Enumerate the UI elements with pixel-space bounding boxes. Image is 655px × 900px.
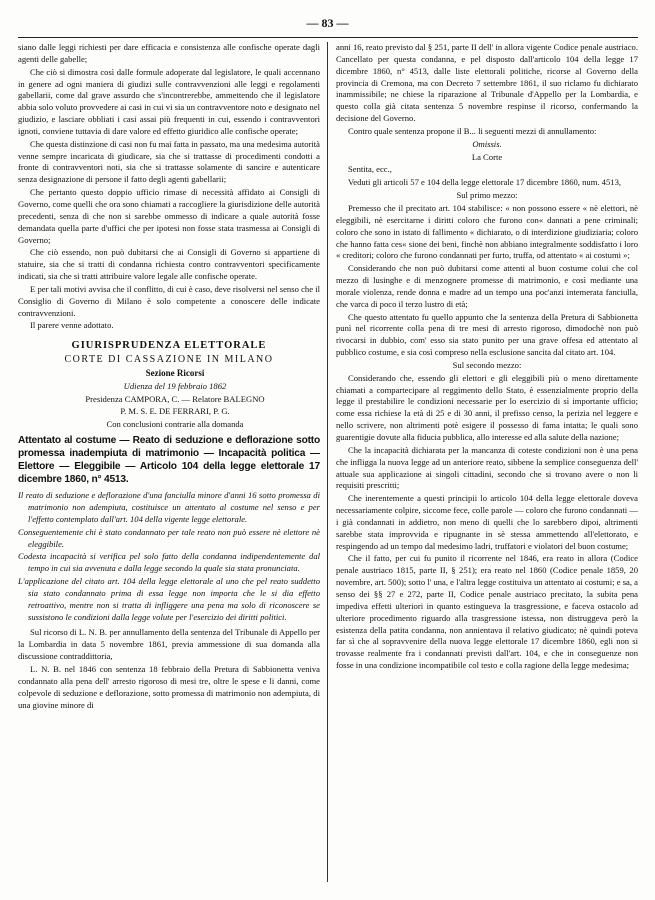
omissis: Omissis. [472, 138, 502, 149]
maxim: L'applicazione del citato art. 104 della legge elettorale al uno che pel reato suddetto sia stato condannato prima di essa legge non importa che le si dia effetto retroattivo, mentre non si tratta di infliggere una pena ma solo di riconoscere se sussistono le condizioni dalla legge volute per l'esercizio dei diritti politici. [18, 576, 320, 622]
paragraph: Considerando che non può dubitarsi come attenti al buon costume colui che col mezzo di lusinghe e di menzognere promesse di matrimonio, e così mediante una morale violenza, rende donna e madre ad un tempo una poc'anzi intemerata fanciulla, che varca di poco il terzo lustro di età; [336, 263, 638, 309]
hearing-date: Udienza del 19 febbraio 1862 [123, 380, 227, 391]
column-divider [327, 42, 328, 882]
paragraph: Che ciò si dimostra così dalle formule adoperate dal legislatore, le quali accennano in genere ad ogni maniera di giudizi sulle contravvenzioni alle leggi e regolamenti gabellarii, come dal grave assurdo che s'incontrerebbe, ammettendo che il legislatore abbia solo voluto provvedere ai casi in cui vi sia un contravventore noto e designato nel giudizio, e lasciare obbliati i casi assai più frequenti in cui, essendo i contravventori ignoti, conviene tuttavia di dare valore ed effetto giuridico alle confische operate; [18, 66, 320, 136]
paragraph: Che il fatto, per cui fu punito il ricorrente nel 1846, era reato in allora (Codice penale austriaco 1815, parte II, § 251); era reato nel 1860 (Codice penale 1859, 20 novembre, art. 500); sotto l' una, e l'altra legge costituiva un attentato ai costumi; e sa, a senso dei §§ 27 e 272, parte II, Codice penale austriaco precitato, la subita pena impediva effetti ulteriori in quanto estingueva la trasgressione, e faceva ostacolo ad ulteriore procedimento riguardo alla trasgressione istessa, non distruggeva però la esistenza della patita condanna, non annientava il relativo giudicato; nè quindi poteva far sì che al sopravvenire della nuova legge elettorale 17 dicembre 1860, egli non si trovasse realmente fra i condannati previsti dall'art. 104, e che in conseguenze non fosse in una condizione incompatibile col testo e colla ragione della legge medesima; [336, 553, 638, 671]
paragraph: Che la incapacità dichiarata per la mancanza di coteste condizioni non è una pena che infligga la nuova legge ad un anteriore reato, sibbene la semplice conseguenza dell' attuale sua applicazione ai singoli cittadini, secondo che si trovano avere o non li requisiti prescritti; [336, 444, 638, 491]
paragraph: Considerando che, essendo gli elettori e gli eleggibili più o meno direttamente chiamati a compartecipare al reggimento dello Stato, è essenzialmente proprio della legge il prestabilire le condizioni necessarie per lo esercizio di sì importante ufficio; come essa richiese la età di 25 e di 30 anni, il prefisso censo, la perizia nel leggere e nello scrivere, non altrimenti potè esigere il possesso di fama intatta; le quali sono guarentigie dovute alla fiducia pubblica, allo interesse ed alla salute della nazione; [336, 372, 638, 442]
page-number: — 83 — [306, 16, 349, 30]
paragraph: Che pertanto questo doppio ufficio rimase di necessità affidato ai Consigli di Governo, come quelli che ora sono chiamati a raccogliere la giurisdizione delle autorità precedenti, senza di che non si sarebbe ommesso di indicare a quale autorità fosse demandata quella parte d'uffici che per ipotesi non fosse stata trasmessa ai Consigli di Governo; [18, 187, 320, 245]
presidency: Presidenza CAMPORA, C. — Relatore BALEGNO [85, 393, 265, 404]
paragraph: L. N. B. nel 1846 con sentenza 18 febbraio della Pretura di Sabbionetta veniva condannato alla pena dell' arresto rigoroso di mesi tre, oltre le spese e li danni, come colpevole di seduzione e deflorazione, sotto promessa di matrimonio non adempiuta, di una giovine minore di [18, 663, 320, 710]
court-label: La Corte [471, 151, 503, 162]
header-rule [18, 37, 638, 38]
right-column [336, 42, 638, 892]
left-column [18, 42, 320, 892]
ground-heading: Sul secondo mezzo: [452, 359, 522, 370]
paragraph: Il parere venne adottato. [30, 320, 114, 331]
paragraph: siano dalle leggi richiesti per dare efficacia e consistenza alle confische operate dagli agenti delle gabelle; [18, 42, 320, 64]
paragraph: Sul ricorso di L. N. B. per annullamento della sentenza del Tribunale di Appello per la Lombardia in data 5 novembre 1861, previa ammessione di sua domanda alla discussione contraddittoria, [18, 627, 320, 662]
maxim: Codesta incapacità si verifica pel solo fatto della condanna indipendentemente dal tempo in cui sia avvenuta e dalla legge secondo la quale sia stata pronunciata. [18, 551, 320, 574]
paragraph: Che questo attentato fu quello appunto che la sentenza della Pretura di Sabbionetta punì nel ricorrente colla pena di tre mesi di arresto rigoroso, dimodochè non può rivocarsi in dubbio, com' esso sia stato punito per una grave offesa ed attentato al pubblico costume, e sia così compreso nella esclusione sancita dal citato art. 104. [336, 311, 638, 358]
paragraph: Che ciò essendo, non può dubitarsi che ai Consigli di Governo si appartiene di statuire, sia che si tratti di condanna richiesta contro contravventori specificamente indicati, sia che si tratti attribuire valore legale alle confische operate. [18, 247, 320, 282]
case-title: Attentato al costume — Reato di seduzione e deflorazione sotto promessa inadempiuta di matrimonio — Incapacità politica — Elettore — Eleggibile — Articolo 104 della legge elettorale 17 dicembre 1860, n° 4513. [18, 435, 320, 486]
paragraph: Veduti gli articoli 57 e 104 della legge elettorale 17 dicembre 1860, num. 4513, [348, 177, 622, 188]
maxim: Conseguentemente chi è stato condannato per tale reato non può essere nè elettore nè eleggibile. [18, 526, 320, 549]
paragraph: Premesso che il precitato art. 104 stabilisce: « non possono essere « nè elettori, nè eleggibili, nè esercitarne i diritti coloro che furono con« dannati a pene criminali; coloro che sono in istato di fallimento « dichiarato, o di interdizione giudiziaria; coloro che hanno fatta ces« sione dei beni, finchè non abbiano integralmente soddisfatto i loro « creditori; coloro che furono condannati per furto, truffa, od attentato « ai costumi »; [336, 202, 638, 261]
paragraph: Che questa distinzione di casi non fu mai fatta in passato, ma una medesima autorità venne sempre incaricata di giudicare, sia che si trattasse di procedimenti condotti a fronte di contravventori noti, sia che si trattasse solamente di sancire e autenticare senza designazione di persone il fatto degli agenti gabellarii; [18, 138, 320, 185]
ground-heading: Sul primo mezzo: [456, 190, 518, 201]
paragraph: Sentita, ecc., [348, 164, 392, 175]
maxim: Il reato di seduzione e deflorazione d'una fanciulla minore d'anni 16 sotto promessa di matrimonio non adempiuta, costituisce un attentato al costume nel senso e per l'effetto contemplato dall'art. 104 della vigente legge elettorale. [18, 490, 320, 524]
court-heading: CORTE DI CASSAZIONE IN MILANO [64, 354, 274, 366]
paragraph: Che inerentemente a questi principii lo articolo 104 della legge elettorale doveva necessariamente colpire, siccome fece, colle parole — coloro che furono condannati — i già condannati in addietro, non meno di quelli che lo sarebbero dipoi, altrimenti sarebbe stata improvvida e ripugnante in sè stessa ammettendo all'elettorato, e respingendo ad un tempo dal medesimo ladri, truffatori e violatori del buon costume; [336, 493, 638, 551]
section-subtitle: Sezione Ricorsi [145, 367, 205, 378]
section-heading: GIURISPRUDENZA ELETTORALE [71, 340, 267, 352]
conclusions: Con conclusioni contrarie alla domanda [106, 419, 244, 430]
paragraph: Contro quale sentenza propone il B... li seguenti mezzi di annullamento: [348, 125, 597, 136]
paragraph: E per tali motivi avvisa che il conflitto, di cui è caso, deve risolversi nel senso che il Consiglio di Governo di Milano è solo competente a conoscere delle indicate contravvenzioni. [18, 283, 320, 318]
paragraph: anni 16, reato previsto dal § 251, parte II dell' in allora vigente Codice penale austriaco. Cancellato per questa condanna, e pel disposto dall'articolo 104 della legge 17 dicembre 1860, n° 4513, dalle liste elettorali politiche, ricorse al Governo della provincia di Cremona, ma con Decreto 7 settembre 1861, il suo riclamo fu dichiarato inammissibile; ne chiese la riparazione al Tribunale d'Appello per la Lombardia, e questo colla già citata sentenza 5 novembre respinse il ricorso, confermando la decisione del Governo. [336, 42, 638, 124]
prosecutor: P. M. S. E. DE FERRARI, P. G. [120, 406, 230, 417]
